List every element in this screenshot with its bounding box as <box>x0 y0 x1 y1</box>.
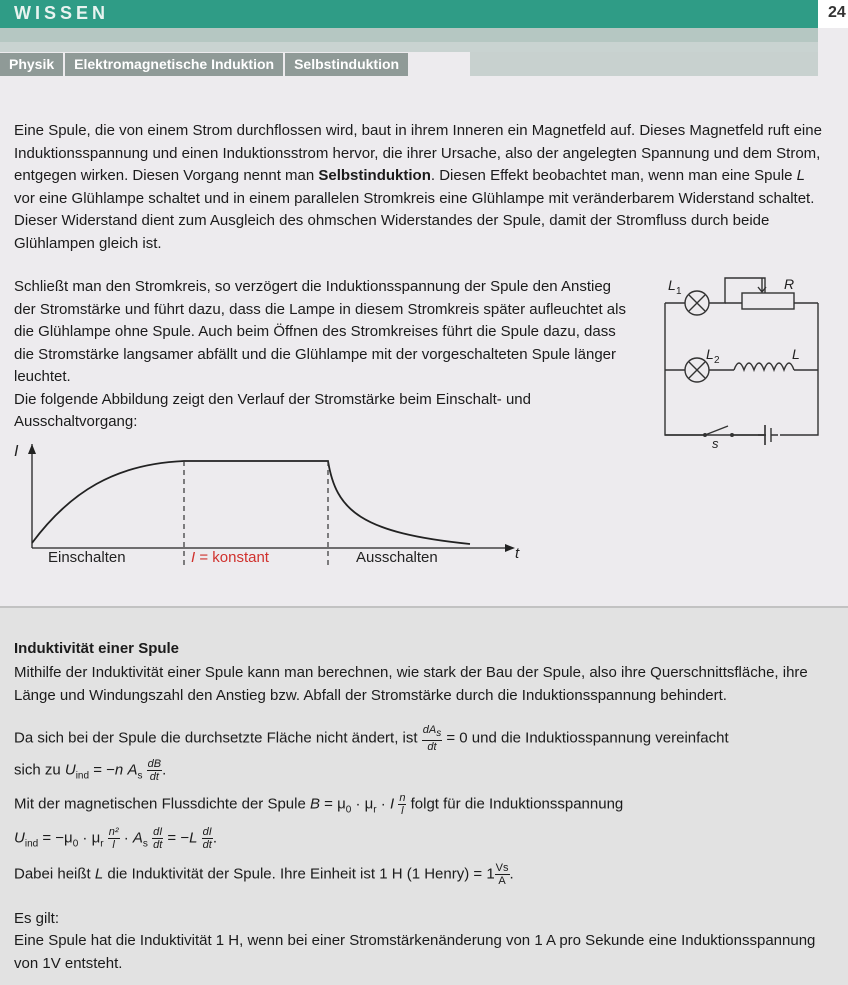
label-switch: s <box>712 436 719 450</box>
header-band-light <box>0 42 818 52</box>
switch-contact-2 <box>730 433 734 437</box>
paragraph-2: Schließt man den Stromkreis, so verzögert die Induktionsspannung der Spule den Anstieg der Stromstärke und führt dazu, dass die Lampe in diesem Stromkreis später aufleuchtet als die Glühlampe ohne Spule. Auch beim Öffnen des Stromkreises führt die Spule dazu, dass die Stromstärke langsamer abfällt und die Glühlampe mit der vorgeschalteten Spule länger leuchtet. Die folgende Abbildung zeigt den Verlauf der Stromstärke beim Einschalt- und Ausschaltvorgang: <box>14 278 626 430</box>
switch-contact <box>703 433 707 437</box>
breadcrumb-item-induktion: Elektromagnetische Induktion <box>65 53 285 76</box>
formula-line-1: Da sich bei der Spule die durchsetzte Fläche nicht ändert, ist $\frac{dA_s}{dt}$ = 0 und die Induktiosspannung vereinfacht <box>14 724 729 754</box>
current-curve <box>32 461 470 544</box>
page-number-box <box>818 0 848 28</box>
y-axis-label: I <box>14 443 19 460</box>
x-axis-arrow <box>505 544 515 552</box>
intro-paragraph: Eine Spule, die von einem Strom durchflossen wird, baut in ihrem Inneren ein Magnetfeld auf. Dieses Magnetfeld ruft eine Induktionsspannung und einen Induktionsstrom hervor, die ihrer Ursache, also der angelegten Spannung und dem Strom, entgegen wirken. Diesen Vorgang nennt man Selbstinduktion. Diesen Effekt beobachtet man, wenn man eine Spule L vor eine Glühlampe schaltet und in einem parallelen Stromkreis eine Glühlampe mit veränderbarem Widerstand schaltet. Dieser Widerstand dient zum Ausgleich des ohmschen Widerstandes der Spule, damit der Stromfluss durch beide Glühlampen gleich ist. <box>14 122 822 252</box>
phase-off-label: Ausschalten <box>356 549 438 566</box>
breadcrumb-item-physik: Physik <box>0 53 65 76</box>
definition-paragraph: Eine Spule hat die Induktivität 1 H, wenn bei einer Stromstärkenänderung von 1 A pro Sekunde eine Induktionsspannung von 1V entsteht. <box>14 932 816 972</box>
breadcrumb-filler <box>470 52 818 76</box>
label-coil: L <box>792 346 800 362</box>
label-lamp1: L <box>668 277 676 293</box>
phase-const-label: I = konstant <box>191 549 269 566</box>
label-lamp2-sub: 2 <box>714 355 720 366</box>
page-number: 24 <box>828 4 846 21</box>
header-band <box>0 28 818 42</box>
header-bar <box>0 0 818 28</box>
label-lamp2: L <box>706 346 714 362</box>
breadcrumb <box>0 53 410 76</box>
formula-line-5: Dabei heißt L die Induktivität der Spule. Ihre Einheit ist 1 H (1 Henry) = 1 $\frac{Vs}{A}$ . <box>14 862 514 887</box>
formula-line-3: Mit der magnetischen Flussdichte der Spule $B = \mu_0 \cdot \mu_r \cdot I$ $\frac{n}{l}$ folgt für die Induktionsspannung <box>14 792 624 817</box>
breadcrumb-item-selbstinduktion: Selbstinduktion <box>285 53 410 76</box>
phase-on-label: Einschalten <box>48 549 126 566</box>
section-title: WISSEN <box>14 3 110 23</box>
es-gilt: Es gilt: <box>14 910 60 927</box>
y-axis-arrow <box>28 444 36 454</box>
circuit-diagram <box>650 270 830 450</box>
x-axis-label: t <box>515 545 520 562</box>
current-graph <box>0 430 540 580</box>
label-lamp1-sub: 1 <box>676 286 682 297</box>
formula-line-4: $U_{ind} = -\mu_0 \cdot \mu_r$ $\frac{\text{n²}}{l}$ · $A_s$ $\frac{dI}{dt}$ = −L $\frac{dI}{dt}$ . <box>14 826 217 851</box>
keyword-selbstinduktion: Selbstinduktion <box>318 167 431 184</box>
formula-line-2: sich zu $U_{ind} = -n$ $A_s$ $\frac{dB}{dt}$ . <box>14 758 167 783</box>
section2-paragraph: Mithilfe der Induktivität einer Spule kann man berechnen, wie stark der Bau der Spule, also ihre Querschnittsfläche, ihre Länge und Windungszahl den Anstieg bzw. Abfall der Stromstärke durch die Induktionsspannung behindert. <box>14 664 808 704</box>
label-resistor: R <box>784 276 795 292</box>
section2-heading: Induktivität einer Spule <box>14 640 180 657</box>
